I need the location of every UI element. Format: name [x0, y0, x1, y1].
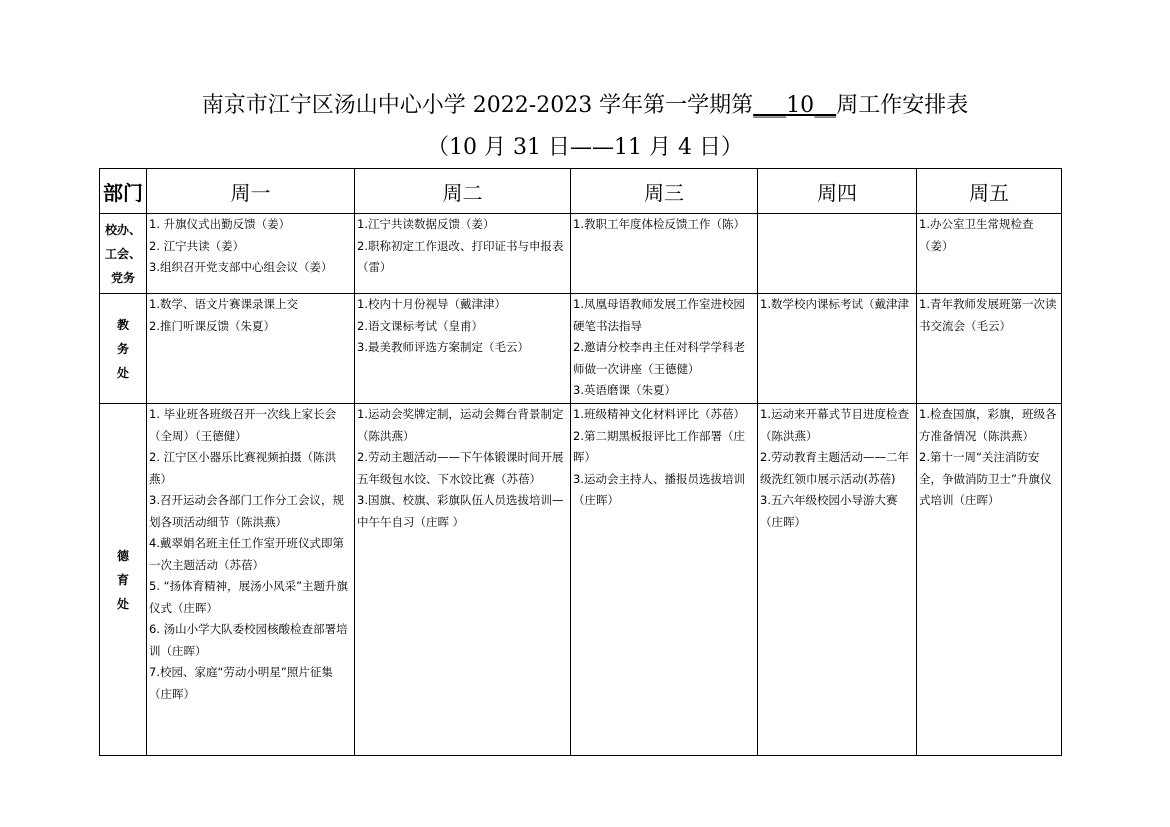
schedule-cell	[147, 214, 355, 294]
title-suffix: 周工作安排表	[836, 93, 969, 118]
schedule-item: 1.江宁共读数据反馈（姜）	[357, 217, 495, 231]
schedule-item: 3.最美教师评选方案制定（毛云）	[357, 340, 529, 354]
schedule-item: 3.运动会主持人、播报员选拔培训（庄晖）	[573, 471, 745, 507]
schedule-item: 2.语文课标考试（皇甫）	[357, 318, 483, 333]
schedule-item: 2.推门听课反馈（朱夏）	[149, 318, 275, 333]
dept-label-line: 德	[116, 548, 129, 563]
dept-label-line: 育	[116, 572, 129, 587]
schedule-table	[99, 168, 1062, 756]
dept-label-line: 工会、	[104, 246, 141, 261]
dept-label-line: 教	[116, 317, 129, 332]
header-day-wed: 周三	[571, 169, 758, 214]
header-dept: 部门	[100, 169, 147, 214]
schedule-item: 3.组织召开党支部中心组会议（姜）	[149, 260, 333, 274]
dept-cell-office	[100, 214, 147, 294]
schedule-cell	[758, 404, 917, 756]
schedule-cell	[147, 404, 355, 756]
header-day-mon: 周一	[147, 169, 355, 214]
schedule-item: 2.劳动教育主题活动——二年级洗红领巾展示活动(苏蓓)	[760, 450, 909, 486]
schedule-item: 2. 江宁共读（姜）	[149, 238, 245, 253]
row-academic	[100, 294, 1062, 404]
schedule-cell	[571, 404, 758, 756]
schedule-cell	[917, 214, 1062, 294]
schedule-cell	[355, 214, 571, 294]
schedule-item: 1.数学校内课标考试（戴津津	[760, 297, 909, 311]
schedule-item: 1.运动会奖牌定制，运动会舞台背景制定（陈洪燕）	[357, 407, 564, 443]
schedule-item: 1.检查国旗，彩旗，班级各方准备情况（陈洪燕）	[919, 407, 1057, 443]
dept-cell-academic	[100, 294, 147, 404]
schedule-item: 1. 升旗仪式出勤反馈（姜）	[149, 217, 291, 231]
schedule-item: 1.青年教师发展班第一次读书交流会（毛云）	[919, 297, 1057, 333]
schedule-item: 2.第二期黑板报评比工作部署（庄晖）	[573, 428, 745, 464]
schedule-item: 2.职称初定工作退改、打印证书与申报表（雷）	[357, 238, 564, 274]
row-office	[100, 214, 1062, 294]
header-day-fri: 周五	[917, 169, 1062, 214]
header-row	[100, 169, 1062, 214]
dept-label-line: 处	[116, 365, 129, 380]
schedule-cell	[355, 294, 571, 404]
schedule-item: 1.校内十月份视导（戴津津）	[357, 297, 506, 311]
schedule-item: 7.校园、家庭“劳动小明星”照片征集（庄晖）	[149, 665, 333, 701]
schedule-item: 1.运动来开幕式节目进度检查（陈洪燕）	[760, 407, 909, 443]
schedule-cell	[355, 404, 571, 756]
schedule-item: 5. “扬体育精神，展汤小风采”主题升旗仪式（庄晖）	[149, 579, 349, 615]
row-moral	[100, 404, 1062, 756]
dept-label-line: 党务	[110, 270, 135, 285]
schedule-cell	[758, 214, 917, 294]
title-prefix: 南京市江宁区汤山中心小学 2022-2023 学年第一学期第	[201, 93, 754, 118]
schedule-cell	[571, 294, 758, 404]
schedule-item: 3.召开运动会各部门工作分工会议，规划各项活动细节（陈洪燕）	[149, 493, 344, 529]
schedule-item: 2. 江宁区小器乐比赛视频拍摄（陈洪燕）	[149, 450, 337, 486]
schedule-cell	[571, 214, 758, 294]
schedule-item: 1.凤凰母语教师发展工作室进校园硬笔书法指导	[573, 297, 745, 333]
schedule-cell	[917, 294, 1062, 404]
schedule-item: 1.教职工年度体检反馈工作（陈）	[573, 217, 745, 231]
title-blank-before: ___	[753, 93, 787, 118]
date-range: （10 月 31 日——11 月 4 日）	[427, 135, 743, 160]
header-day-tue: 周二	[355, 169, 571, 214]
schedule-item: 2.第十一周“关注消防安全，争做消防卫士”升旗仪式培训（庄晖）	[919, 450, 1052, 507]
header-day-thu: 周四	[758, 169, 917, 214]
schedule-item: 3.五六年级校园小导游大赛（庄晖）	[760, 493, 898, 529]
dept-label-line: 校办、	[104, 222, 141, 237]
schedule-item: 2.劳动主题活动——下午体锻课时间开展五年级包水饺、下水饺比赛（苏蓓）	[357, 450, 564, 486]
document-title	[0, 88, 1170, 119]
schedule-cell	[147, 294, 355, 404]
schedule-cell	[758, 294, 917, 404]
title-blank-after: __	[814, 93, 837, 118]
schedule-item: 6. 汤山小学大队委校园核酸检查部署培训（庄晖）	[149, 622, 348, 658]
title-week-number: 10	[786, 93, 815, 118]
schedule-item: 3.英语磨课（朱夏）	[573, 383, 676, 397]
dept-label-line: 处	[116, 596, 129, 611]
schedule-item: 2.邀请分校李冉主任对科学学科老师做一次讲座（王德健）	[573, 340, 745, 376]
schedule-item: 1.班级精神文化材料评比（苏蓓）	[573, 407, 745, 421]
schedule-item: 3.国旗、校旗、彩旗队伍人员选拔培训—中午午自习（庄晖 ）	[357, 493, 564, 529]
schedule-item: 1. 毕业班各班级召开一次线上家长会（全周）（王德健）	[149, 407, 337, 443]
dept-label-line: 务	[116, 341, 129, 356]
schedule-item: 1.数学、语文片赛课录课上交	[149, 297, 298, 311]
dept-cell-moral	[100, 404, 147, 756]
schedule-item: 4.戴翠娟名班主任工作室开班仪式即第一次主题活动（苏蓓）	[149, 536, 344, 572]
schedule-cell	[917, 404, 1062, 756]
schedule-item: 1.办公室卫生常规检查（姜）	[919, 217, 1034, 253]
